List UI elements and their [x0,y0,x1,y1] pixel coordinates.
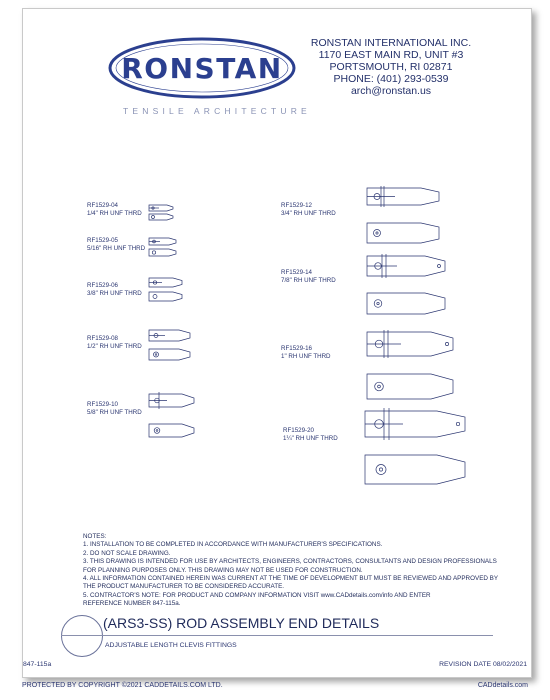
part-code: RF1529-12 [281,202,312,209]
part-thread: 5/16" RH UNF THRD [87,245,146,252]
part-label [87,401,142,417]
part-label [281,269,336,285]
ronstan-logo [107,37,297,99]
part-thread: 1¼" RH UNF THRD [283,435,338,442]
clevis-drawing-rf1529-08 [147,329,193,363]
note-line: THE PRODUCT MANUFACTURER TO BE CONSIDERED ACCURATE. [83,583,285,591]
note-line: 2. DO NOT SCALE DRAWING. [83,549,171,557]
note-line: 4. ALL INFORMATION CONTAINED HEREIN WAS CURRENT AT THE TIME OF DEVELOPMENT BUT MUST BE REVIEWED AND APPROVED BY [83,575,499,583]
reference-number: 847-115a [23,661,52,668]
part-thread: 5/8" RH UNF THRD [87,409,142,416]
part-code: RF1529-04 [87,202,118,209]
part-thread: 1" RH UNF THRD [281,353,331,360]
logo-text: RONSTAN [121,52,283,85]
part-label [283,427,338,443]
note-line: 1. INSTALLATION TO BE COMPLETED IN ACCORDANCE WITH MANUFACTURER'S SPECIFICATIONS. [83,541,383,549]
clevis-drawing-rf1529-12 [365,185,443,247]
clevis-drawing-rf1529-06 [147,277,185,305]
part-thread: 1/2" RH UNF THRD [87,343,142,350]
part-code: RF1529-06 [87,282,118,289]
clevis-drawing-rf1529-05 [147,237,179,259]
company-name: RONSTAN INTERNATIONAL INC. [310,37,472,49]
note-line: 5. CONTRACTOR'S NOTE: FOR PRODUCT AND COMPANY INFORMATION VISIT www.CADdetails.com/info AND ENTER [83,591,431,599]
notes-block [83,533,523,609]
part-thread: 3/8" RH UNF THRD [87,290,142,297]
part-label [281,202,336,218]
part-label [87,335,142,351]
clevis-drawing-rf1529-10 [147,391,197,441]
drawing-subtitle: ADJUSTABLE LENGTH CLEVIS FITTINGS [105,642,237,649]
part-code: RF1529-14 [281,269,312,276]
part-thread: 1/4" RH UNF THRD [87,210,142,217]
part-code: RF1529-05 [87,237,118,244]
part-label [281,345,331,361]
clevis-drawing-rf1529-04 [147,204,175,222]
company-address-line2: PORTSMOUTH, RI 02871 [329,61,453,73]
part-label [87,282,142,298]
part-thread: 3/4" RH UNF THRD [281,210,336,217]
copyright-notice: PROTECTED BY COPYRIGHT ©2021 CADDETAILS.COM LTD. [22,682,223,689]
part-code: RF1529-10 [87,401,118,408]
part-code: RF1529-20 [283,427,314,434]
part-code: RF1529-16 [281,345,312,352]
part-code: RF1529-08 [87,335,118,342]
part-thread: 7/8" RH UNF THRD [281,277,336,284]
title-divider [61,635,493,636]
part-label [87,202,142,218]
drawing-sheet [22,8,532,678]
revision-date: REVISION DATE 08/02/2021 [439,661,527,668]
detail-circle [61,615,103,657]
note-line: REFERENCE NUMBER 847-115a. [83,600,181,608]
company-info [291,37,491,97]
notes-heading: NOTES: [83,533,107,540]
company-email: arch@ronstan.us [350,85,432,97]
company-phone: PHONE: (401) 293-0539 [333,73,449,85]
note-line: 3. THIS DRAWING IS INTENDED FOR USE BY ARCHITECTS, ENGINEERS, CONTRACTORS, CONSULTANTS AND DESIGN PROFESSIONALS [83,558,497,566]
site-link[interactable]: CADdetails.com [477,682,528,689]
note-line: FOR PLANNING PURPOSES ONLY. THIS DRAWING MAY NOT BE USED FOR CONSTRUCTION. [83,566,363,574]
company-address-line1: 1170 EAST MAIN RD, UNIT #3 [318,49,464,61]
tagline: TENSILE ARCHITECTURE [123,106,311,116]
clevis-drawing-rf1529-14 [365,253,449,319]
drawing-title: (ARS3-SS) ROD ASSEMBLY END DETAILS [103,615,380,631]
clevis-drawing-rf1529-16 [365,329,457,403]
clevis-drawing-rf1529-20 [363,407,469,487]
part-label [87,237,145,253]
